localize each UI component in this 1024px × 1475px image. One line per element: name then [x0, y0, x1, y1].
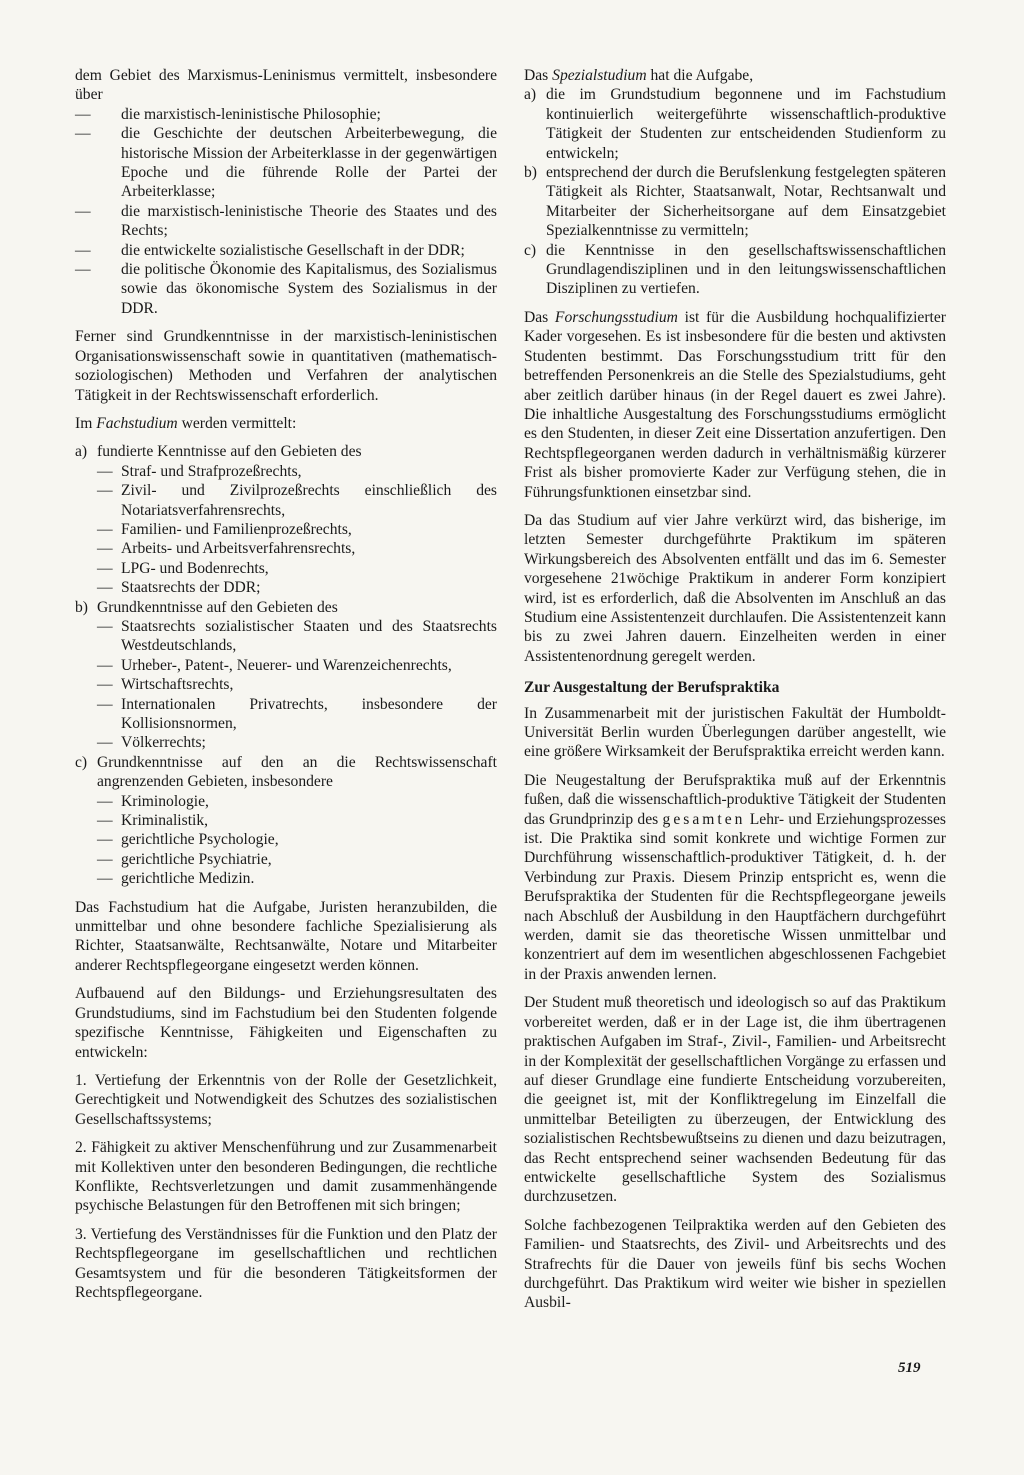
sublist-c: [75, 792, 497, 889]
list-item: — die Geschichte der deutschen Arbeiterbewegung, die historische Mission der Arbeiterklasse in der gegenwärtigen Epoche und die führende Rolle der Partei der Arbeiterklasse;: [75, 124, 497, 202]
list-item-c: c) Grundkenntnisse auf den an die Rechtswissenschaft angrenzenden Gebieten, insbesondere — Kriminologie, — Kriminalistik, — gerichtliche Psychologie, — gerichtliche Psychiatrie, — gerichtliche Medizin.: [75, 753, 497, 889]
list-item-b: b) Grundkenntnisse auf den Gebieten des — Staatsrechts sozialistischer Staaten und des Staatsrechts Westdeutschlands, — Urheber-, Patent-, Neuerer- und Warenzeichenrechts, — Wirtschaftsrechts, — Internationalen Privatrechts, insbesondere der Kollisionsnormen, — Völkerrechts;: [75, 598, 497, 753]
term-forschungsstudium: Forschungsstudium: [554, 308, 678, 326]
paragraph-fachstudium-intro: Im Fachstudium werden vermittelt:: [75, 414, 297, 432]
list-item: — Arbeits- und Arbeitsverfahrensrechts,: [75, 539, 497, 558]
list-item: — Wirtschaftsrechts,: [75, 675, 497, 694]
page-number: 519: [898, 1360, 921, 1376]
paragraph-zusammenarbeit: In Zusammenarbeit mit der juristischen Fakultät der Humboldt-Universität Berlin wurden Überlegungen darüber angestellt, wie eine größere Wirksamkeit der Berufspraktika erreicht werden kann.: [524, 704, 946, 761]
list-item: — gerichtliche Psychologie,: [75, 830, 497, 849]
paragraph-student: Der Student muß theoretisch und ideologisch so auf das Praktikum vorbereitet werden, daß er in der Lage ist, die ihm übertragenen praktischen Aufgaben im Straf-, Zivil-, Familien- und Arbeitsrecht in der Komplexität der gesellschaftlichen Vorgänge zu erfassen und auf dieser Grundlage eine fundierte Entscheidung vorzubereiten, die geeignet ist, mit der Konfliktregelung im Einzelfall die unmittelbar Beteiligten zu überzeugen, der Entwicklung des sozialistischen Rechtsbewußtseins zu dienen und dazu beizutragen, das Recht entsprechend seiner wachsenden Bedeutung für das entwickelte gesellschaftliche System des Sozialismus durchzusetzen.: [524, 994, 946, 1206]
list-item: — die marxistisch-leninistische Philosophie;: [75, 105, 497, 124]
numbered-item-1: 1. Vertiefung der Erkenntnis von der Rolle der Gesetzlichkeit, Gerechtigkeit und Notwendigkeit des Schutzes des sozialistischen Gesellschaftssystems;: [75, 1071, 497, 1128]
list-item: — Kriminologie,: [75, 792, 497, 811]
paragraph-forschungsstudium: Das Forschungsstudium ist für die Ausbildung hochqualifizierter Kader vorgesehen. Es ist insbesondere für die besten und aktivsten Studenten bestimmt. Das Forschungsstudium tritt für den betreffenden Personenkreis an die Stelle des Spezialstudiums, geht aber zeitlich darüber hinaus (in der Regel dauert es zwei Jahre). Die inhaltliche Ausgestaltung des Forschungsstudiums ermöglicht es den Studenten, in dieser Zeit eine Dissertation anzufertigen. Den Rechtspflegeorganen werden dadurch in verhältnismäßig kürzerer Frist als bisher promovierte Kader zur Verfügung stehen, die in Führungsfunktionen einsetzbar sind.: [524, 308, 946, 501]
list-item: — Völkerrechts;: [75, 733, 497, 752]
numbered-item-2: 2. Fähigkeit zu aktiver Menschenführung und zur Zusammenarbeit mit Kollektiven unter den besonderen Bedingungen, die rechtliche Konflikte, Rechtsverletzungen und damit zusammenhängende psychische Belastungen für den Betroffenen mit sich bringen;: [75, 1139, 497, 1215]
sublist-b: [75, 617, 497, 753]
list-item: — Straf- und Strafprozeßrechts,: [75, 462, 497, 481]
paragraph-neugestaltung: Die Neugestaltung der Berufspraktika muß auf der Erkenntnis fußen, daß die wissenschaftlich-produktive Tätigkeit der Studenten das Grundprinzip des gesamten Lehr- und Erziehungsprozesses ist. Die Praktika sind somit konkrete und wichtige Formen zur Durchführung wissenschaftlich-produktiver Tätigkeit, d. h. der Verbindung zur Praxis. Diesem Prinzip entspricht es, wenn die Berufspraktika der Studenten für die Rechtspflegeorgane jeweils nach Abschluß der Ausbildung in den Hauptfächern durchgeführt werden, damit sie das theoretische Wissen unmittelbar und konzentriert auf dem im wesentlichen abgeschlossenen Fachgebiet in der Praxis anwenden lernen.: [524, 771, 946, 983]
list-item-c: c) die Kenntnisse in den gesellschaftswissenschaftlichen Grundlagendisziplinen und in den leitungswissenschaftlichen Disziplinen zu vertiefen.: [524, 241, 946, 298]
term-fachstudium: Fachstudium: [96, 414, 178, 432]
spezialstudium-list: [524, 85, 946, 298]
list-item: — Staatsrechts sozialistischer Staaten und des Staatsrechts Westdeutschlands,: [75, 617, 497, 656]
paragraph-aufbauend: Aufbauend auf den Bildungs- und Erziehungsresultaten des Grundstudiums, sind im Fachstudium bei den Studenten folgende spezifische Kenntnisse, Fähigkeiten und Eigenschaften zu entwickeln:: [75, 985, 497, 1061]
paragraph-spezialstudium-intro: Das Spezialstudium hat die Aufgabe,: [524, 67, 754, 84]
right-column: [524, 66, 946, 1322]
list-item: — Staatsrechts der DDR;: [75, 578, 497, 597]
section-heading: Zur Ausgestaltung der Berufspraktika: [524, 679, 780, 697]
left-column: [75, 66, 497, 1311]
fachstudium-list: [75, 442, 497, 888]
list-item: — Familien- und Familienprozeßrechts,: [75, 520, 497, 539]
list-item: — LPG- und Bodenrechts,: [75, 559, 497, 578]
list-item-a: a) fundierte Kenntnisse auf den Gebieten des — Straf- und Strafprozeßrechts, — Zivil- und Zivilprozeßrechts einschließlich des Notariatsverfahrensrechts, — Familien- und Familienprozeßrechts, — Arbeits- und Arbeitsverfahrensrechts, — LPG- und Bodenrechts, — Staatsrechts der DDR;: [75, 442, 497, 597]
list-item-b: b) entsprechend der durch die Berufslenkung festgelegten späteren Tätigkeit als Richter, Staatsanwalt, Notar, Rechtsanwalt und Mitarbeiter der Sicherheitsorgane auf dem Einsatzgebiet Spezialkenntnisse zu vermitteln;: [524, 164, 946, 240]
paragraph-ferner: Ferner sind Grundkenntnisse in der marxistisch-leninistischen Organisationswissenschaft sowie in quantitativen (mathematisch-soziologischen) Methoden und Verfahren der analytischen Tätigkeit in der Rechtswissenschaft erforderlich.: [75, 328, 497, 404]
paragraph-solche: Solche fachbezogenen Teilpraktika werden auf den Gebieten des Familien- und Staatsrechts, des Zivil- und Arbeitsrechts und des Strafrechts für die Dauer von jeweils fünf bis sechs Wochen durchgeführt. Das Praktikum wird weiter wie bisher in speziellen Ausbil-: [524, 1216, 946, 1312]
sublist-a: [75, 462, 497, 598]
paragraph-studium: Da das Studium auf vier Jahre verkürzt wird, das bisherige, im letzten Semester durchgeführte Praktikum im späteren Wirkungsbereich des Absolventen entfällt und das im 6. Semester vorgesehene 21wöchige Praktikum in anderer Form konzipiert wird, ist es erforderlich, daß die Absolventen im Anschluß an das Studium eine Assistentenzeit durchlaufen. Die Assistentenzeit kann bis zu zwei Jahren dauern. Einzelheiten werden in einer Assistentenordnung geregelt werden.: [524, 511, 946, 665]
list-item: — Internationalen Privatrechts, insbesondere der Kollisionsnormen,: [75, 695, 497, 734]
list-item: — gerichtliche Psychiatrie,: [75, 850, 497, 869]
list-item: — Zivil- und Zivilprozeßrechts einschließlich des Notariatsverfahrensrechts,: [75, 481, 497, 520]
paragraph-aufgabe: Das Fachstudium hat die Aufgabe, Juristen heranzubilden, die unmittelbar und ohne besondere fachliche Spezialisierung als Richter, Staatsanwälte, Rechtsanwälte, Notare und Mitarbeiter anderer Rechtspflegeorgane eingesetzt werden können.: [75, 898, 497, 974]
list-item-a: a) die im Grundstudium begonnene und im Fachstudium kontinuierlich weitergeführte wissenschaftlich-produktive Tätigkeit der Studenten zur entscheidenden Studienform zu entwickeln;: [524, 86, 946, 162]
list-item: — die marxistisch-leninistische Theorie des Staates und des Rechts;: [75, 202, 497, 241]
list-item: — Kriminalistik,: [75, 811, 497, 830]
intro-text: dem Gebiet des Marxismus-Leninismus vermittelt, insbesondere über: [75, 67, 497, 104]
list-item: — die politische Ökonomie des Kapitalismus, des Sozialismus sowie das ökonomische System des Sozialismus in der DDR.: [75, 260, 497, 318]
emphasis-gesamten: gesamten: [662, 810, 746, 828]
list-item: — die entwickelte sozialistische Gesellschaft in der DDR;: [75, 241, 497, 260]
list-item: — gerichtliche Medizin.: [75, 869, 497, 888]
marxism-topics-list: [75, 105, 497, 318]
list-item: — Urheber-, Patent-, Neuerer- und Warenzeichenrechts,: [75, 656, 497, 675]
numbered-item-3: 3. Vertiefung des Verständnisses für die Funktion und den Platz der Rechtspflegeorgane im gesellschaftlichen und rechtlichen Gesamtsystem und für die besonderen Tätigkeitsformen der Rechtspflegeorgane.: [75, 1225, 497, 1301]
term-spezialstudium: Spezialstudium: [552, 67, 647, 84]
